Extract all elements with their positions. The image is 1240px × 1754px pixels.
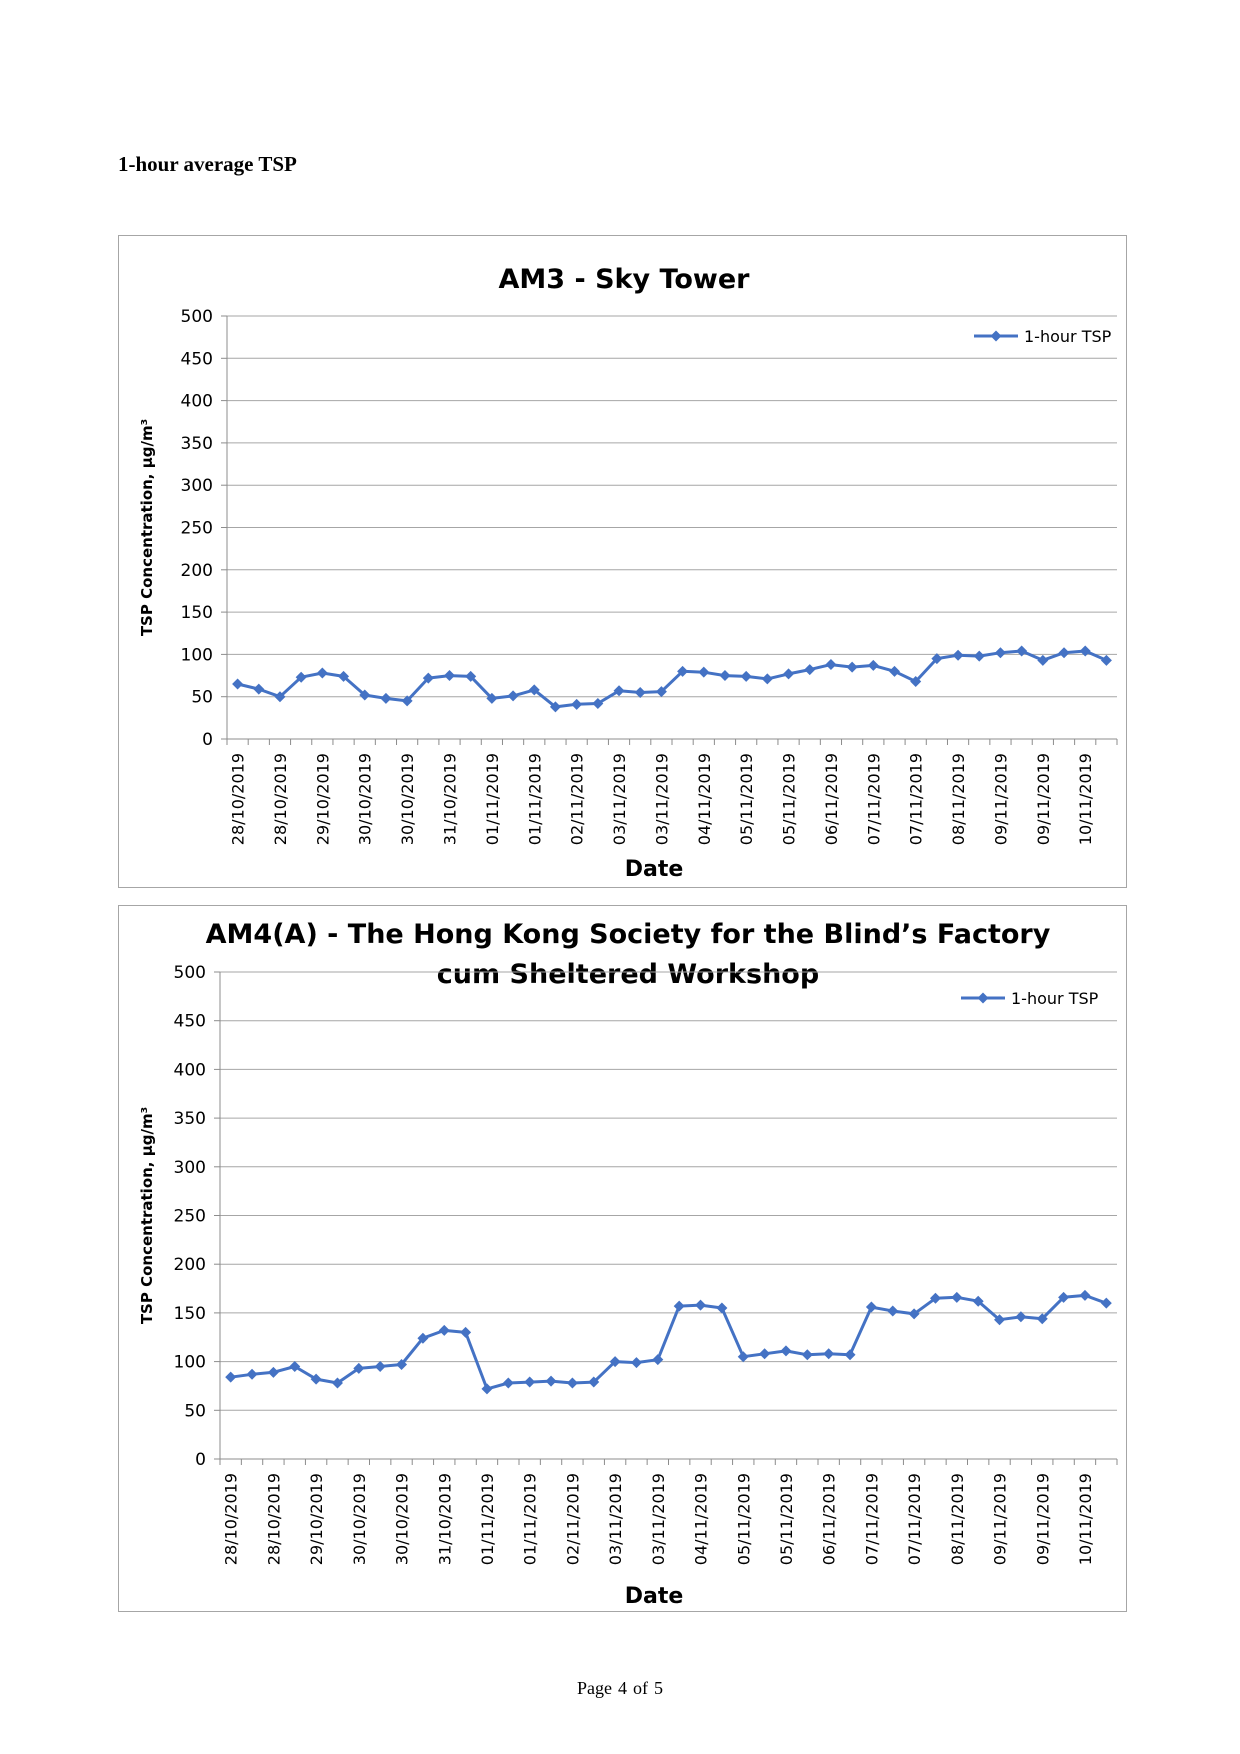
x-tick-label: 31/10/2019 [440, 753, 460, 846]
section-heading: 1-hour average TSP [118, 152, 297, 176]
series-line [231, 1295, 1107, 1389]
x-tick-label: 07/11/2019 [862, 1473, 882, 1566]
x-tick-label: 07/11/2019 [864, 753, 884, 846]
x-tick-label: 10/11/2019 [1076, 753, 1096, 846]
data-point [974, 651, 985, 662]
data-point [995, 647, 1006, 658]
footer-prefix: Page [577, 1678, 612, 1698]
x-tick-label: 03/11/2019 [648, 1473, 668, 1566]
x-tick-label: 07/11/2019 [906, 753, 926, 846]
data-point [481, 1383, 492, 1394]
y-tick-label: 300 [180, 476, 213, 497]
x-tick-label: 05/11/2019 [776, 1473, 796, 1566]
data-point [508, 690, 519, 701]
data-point [716, 1303, 727, 1314]
x-tick-label: 09/11/2019 [990, 1473, 1010, 1566]
data-point [232, 679, 243, 690]
x-tick-label: 28/10/2019 [228, 753, 248, 846]
data-point [802, 1349, 813, 1360]
x-tick-label: 28/10/2019 [270, 753, 290, 846]
data-point [439, 1325, 450, 1336]
data-point [1079, 1290, 1090, 1301]
data-point [571, 699, 582, 710]
data-point [247, 1369, 258, 1380]
data-point [868, 660, 879, 671]
data-point [1059, 647, 1070, 658]
x-axis-title: Date [624, 1584, 684, 1609]
data-point [887, 1305, 898, 1316]
data-point [652, 1354, 663, 1365]
y-tick-label: 0 [202, 730, 213, 750]
y-tick-label: 150 [180, 603, 213, 624]
y-tick-label: 350 [180, 433, 213, 454]
legend-label: 1-hour TSP [1024, 327, 1112, 346]
y-tick-label: 100 [180, 645, 213, 666]
chart-am3-frame [118, 235, 1127, 888]
y-tick-label: 100 [173, 1352, 206, 1373]
data-point [524, 1377, 535, 1388]
data-point [1101, 1298, 1112, 1309]
data-point [1101, 655, 1112, 666]
x-tick-label: 28/10/2019 [221, 1473, 241, 1566]
y-tick-label: 50 [184, 1401, 206, 1422]
footer-current-page: 4 [618, 1678, 627, 1698]
x-tick-label: 03/11/2019 [606, 1473, 626, 1566]
data-point [460, 1327, 471, 1338]
chart-am3 [119, 236, 1126, 887]
y-tick-label: 200 [180, 560, 213, 581]
x-tick-label: 04/11/2019 [694, 753, 714, 846]
x-tick-label: 05/11/2019 [737, 753, 757, 846]
x-tick-label: 09/11/2019 [1033, 753, 1053, 846]
x-tick-label: 06/11/2019 [819, 1473, 839, 1566]
data-point [546, 1376, 557, 1387]
data-point [1037, 655, 1048, 666]
x-tick-label: 29/10/2019 [313, 753, 333, 846]
data-point [268, 1367, 279, 1378]
x-tick-label: 30/10/2019 [392, 1473, 412, 1566]
footer-separator: of [633, 1678, 648, 1698]
y-tick-label: 450 [173, 1011, 206, 1032]
x-tick-label: 03/11/2019 [610, 753, 630, 846]
data-point [253, 684, 264, 695]
y-tick-label: 200 [173, 1255, 206, 1276]
x-tick-label: 03/11/2019 [652, 753, 672, 846]
data-point [741, 671, 752, 682]
data-point [783, 668, 794, 679]
data-point [953, 650, 964, 661]
x-tick-label: 10/11/2019 [1075, 1473, 1095, 1566]
x-tick-label: 01/11/2019 [520, 1473, 540, 1566]
y-tick-label: 500 [180, 307, 213, 327]
x-tick-label: 30/10/2019 [355, 753, 375, 846]
data-point [762, 673, 773, 684]
data-point [698, 667, 709, 678]
data-point [503, 1378, 514, 1389]
y-tick-label: 350 [173, 1109, 206, 1130]
legend-label: 1-hour TSP [1011, 989, 1099, 1008]
data-point [317, 668, 328, 679]
y-tick-label: 150 [173, 1303, 206, 1324]
x-tick-label: 09/11/2019 [991, 753, 1011, 846]
data-point [567, 1378, 578, 1389]
x-tick-label: 02/11/2019 [563, 1473, 583, 1566]
data-point [866, 1302, 877, 1313]
series-line [238, 651, 1107, 707]
data-point [804, 664, 815, 675]
data-point [825, 659, 836, 670]
legend-marker [978, 993, 989, 1004]
data-point [375, 1361, 386, 1372]
x-tick-label: 09/11/2019 [1033, 1473, 1053, 1566]
data-point [951, 1292, 962, 1303]
y-tick-label: 250 [173, 1206, 206, 1227]
x-tick-label: 01/11/2019 [477, 1473, 497, 1566]
y-tick-label: 400 [173, 1060, 206, 1081]
data-point [847, 662, 858, 673]
x-tick-label: 08/11/2019 [947, 1473, 967, 1566]
x-tick-label: 08/11/2019 [949, 753, 969, 846]
x-tick-label: 07/11/2019 [905, 1473, 925, 1566]
x-tick-label: 05/11/2019 [779, 753, 799, 846]
data-point [631, 1357, 642, 1368]
x-tick-label: 28/10/2019 [264, 1473, 284, 1566]
data-point [674, 1301, 685, 1312]
x-tick-label: 30/10/2019 [349, 1473, 369, 1566]
chart-am4a-frame [118, 905, 1127, 1612]
x-tick-label: 01/11/2019 [482, 753, 502, 846]
y-tick-label: 50 [191, 687, 213, 708]
data-point [823, 1348, 834, 1359]
y-tick-label: 500 [173, 963, 206, 983]
y-tick-label: 300 [173, 1157, 206, 1178]
data-point [759, 1348, 770, 1359]
chart-title: cum Sheltered Workshop [436, 959, 820, 990]
data-point [444, 670, 455, 681]
data-point [845, 1349, 856, 1360]
chart-am4a [119, 906, 1126, 1611]
data-point [695, 1300, 706, 1311]
chart-title: AM3 - Sky Tower [498, 264, 750, 295]
data-point [380, 693, 391, 704]
legend-marker [991, 331, 1002, 342]
data-point [719, 670, 730, 681]
page-footer [0, 1678, 1240, 1699]
x-tick-label: 04/11/2019 [691, 1473, 711, 1566]
x-tick-label: 31/10/2019 [435, 1473, 455, 1566]
y-axis-title: TSP Concentration, µg/m³ [138, 418, 156, 637]
chart-title: AM4(A) - The Hong Kong Society for the Blind’s Factory [205, 919, 1051, 950]
x-tick-label: 01/11/2019 [525, 753, 545, 846]
y-tick-label: 400 [180, 391, 213, 412]
data-point [738, 1351, 749, 1362]
y-tick-label: 450 [180, 349, 213, 370]
data-point [780, 1345, 791, 1356]
data-point [889, 666, 900, 677]
x-tick-label: 06/11/2019 [821, 753, 841, 846]
data-point [225, 1372, 236, 1383]
x-tick-label: 02/11/2019 [567, 753, 587, 846]
y-axis-title: TSP Concentration, µg/m³ [138, 1106, 156, 1325]
y-tick-label: 250 [180, 518, 213, 539]
x-tick-label: 29/10/2019 [307, 1473, 327, 1566]
x-axis-title: Date [624, 857, 684, 882]
x-tick-label: 30/10/2019 [398, 753, 418, 846]
x-tick-label: 05/11/2019 [734, 1473, 754, 1566]
y-tick-label: 0 [195, 1450, 206, 1470]
footer-total-pages: 5 [654, 1678, 663, 1698]
